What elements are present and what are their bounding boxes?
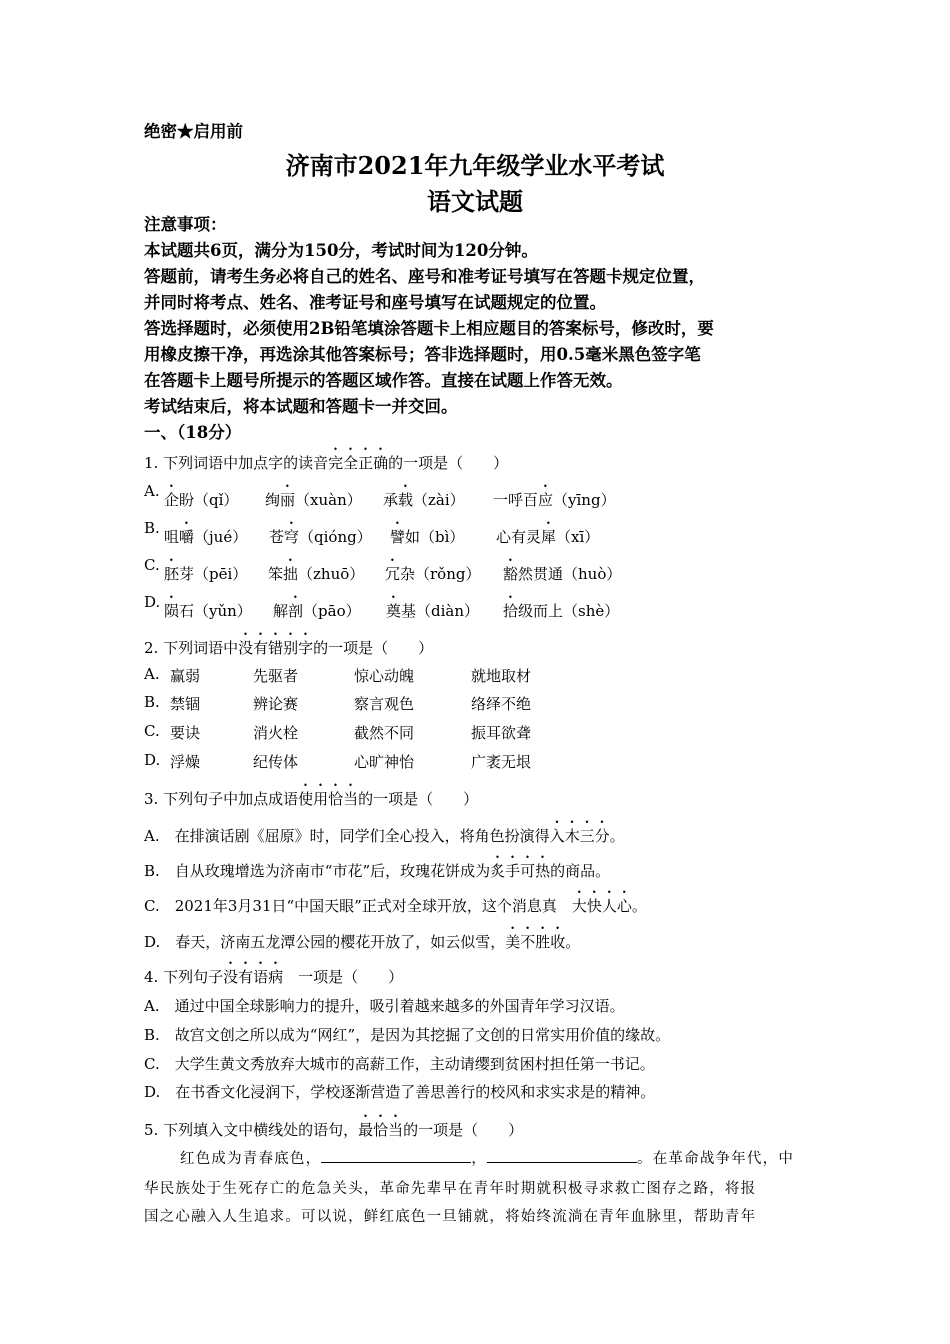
item-text: （yīng）	[553, 491, 616, 509]
option-item	[164, 482, 238, 510]
page-title: 济南市2021年九年级学业水平考试	[285, 151, 665, 180]
option-item	[164, 556, 247, 584]
option-item	[268, 556, 364, 584]
stem-text: 的一项是（ ）	[403, 1121, 524, 1139]
notes-line: 考试结束后，将本试题和答题卡一并交回。	[144, 397, 458, 416]
dotted-char: 丽	[280, 491, 296, 509]
answer-blank	[487, 1148, 637, 1163]
sentence-text: 。	[565, 933, 581, 951]
sentence-text: 的商品。	[550, 862, 611, 880]
option-word: 禁锢	[170, 695, 201, 713]
dotted-char: 拙	[283, 565, 299, 583]
option-sentence: D. 在书香文化浸润下，学校逐渐营造了善思善行的校风和求实求是的精神。	[144, 1083, 656, 1101]
option-item	[164, 593, 252, 621]
option-item	[386, 593, 479, 621]
stem-text: 3. 下列句子中加点成语	[144, 790, 299, 808]
notes-line: 在答题卡上题号所提示的答题区域作答。直接在试题上作答无效。	[144, 371, 623, 390]
dotted-text: 最恰当	[358, 1121, 404, 1139]
option-label: D.	[144, 593, 161, 611]
item-text: 苍	[269, 528, 285, 546]
dotted-char: 拾	[503, 602, 519, 620]
item-text: 如（bì）	[405, 528, 465, 546]
passage-text: 红色成为青春底色，	[180, 1151, 322, 1167]
item-text: 芽（pēi）	[179, 565, 248, 583]
page-subtitle: 语文试题	[427, 187, 523, 216]
item-text: 盼（qǐ）	[179, 491, 239, 509]
dotted-text: 入木三分	[549, 827, 610, 845]
sentence-text: B. 自从玫瑰增选为济南市“市花”后，玫瑰花饼成为	[144, 862, 491, 880]
item-text: （zài）	[413, 491, 465, 509]
dotted-char: 奠	[386, 602, 402, 620]
item-text: 然贯通（huò）	[518, 565, 622, 583]
option-sentence: C. 大学生黄文秀放弃大城市的高薪工作，主动请缨到贫困村担任第一书记。	[144, 1055, 655, 1073]
option-label: B.	[144, 519, 160, 537]
stem-text: 一项是（ ）	[283, 968, 404, 986]
item-text: 解	[273, 602, 289, 620]
dotted-char: 胚	[164, 565, 180, 583]
dotted-text: 没有错别字	[238, 639, 314, 657]
option-word: 广袤无垠	[471, 753, 532, 771]
option-sentence	[144, 888, 647, 916]
notes-line: 本试题共6页，满分为150分，考试时间为120分钟。	[144, 241, 538, 260]
dotted-text: 完全正确	[328, 454, 389, 472]
option-word: 消火栓	[253, 724, 299, 742]
passage-text: ，	[471, 1151, 488, 1167]
stem-text: 的一项是（ ）	[313, 639, 434, 657]
item-text: （xī）	[556, 528, 600, 546]
option-item	[273, 593, 361, 621]
dotted-char: 豁	[503, 565, 519, 583]
option-word: 察言观色	[354, 695, 415, 713]
option-label: C.	[144, 722, 160, 740]
dotted-char: 譬	[390, 528, 406, 546]
notes-line: 用橡皮擦干净，再选涂其他答案标号；答非选择题时，用0.5毫米黑色签字笔	[144, 345, 701, 364]
item-text: 石（yǔn）	[179, 602, 252, 620]
option-label: B.	[144, 693, 160, 711]
option-item	[503, 556, 621, 584]
option-item	[383, 482, 465, 510]
dotted-text: 炙手可热	[490, 862, 551, 880]
item-text: （xuàn）	[295, 491, 362, 509]
dotted-char: 穹	[284, 528, 300, 546]
dotted-text: 没有语病	[223, 968, 284, 986]
option-item	[265, 482, 362, 510]
dotted-char: 犀	[541, 528, 557, 546]
option-label: C.	[144, 556, 160, 574]
option-item	[164, 519, 247, 547]
section-heading: 一、（18分）	[144, 423, 242, 442]
notes-line: 答题前，请考生务必将自己的姓名、座号和准考证号填写在答题卡规定位置，	[144, 267, 705, 286]
dotted-char: 剖	[288, 602, 304, 620]
option-word: 赢弱	[170, 667, 201, 685]
item-text: 基（diàn）	[401, 602, 480, 620]
question-4-stem	[144, 959, 403, 987]
stem-text: 的一项是（ ）	[388, 454, 509, 472]
sentence-text: 。	[609, 827, 625, 845]
sentence-text: C. 2021年3月31日“中国天眼”正式对全球开放，这个消息真	[144, 897, 572, 915]
stem-text: 5. 下列填入文中横线处的语句，	[144, 1121, 359, 1139]
sentence-text: 。	[631, 897, 647, 915]
option-sentence	[144, 818, 625, 846]
notes-line: 并同时将考点、姓名、准考证号和座号填写在试题规定的位置。	[144, 293, 606, 312]
option-word: 纪传体	[253, 753, 299, 771]
item-text: 绚	[265, 491, 281, 509]
dotted-char: 载	[398, 491, 414, 509]
dotted-text: 使用恰当	[298, 790, 359, 808]
option-word: 浮燥	[170, 753, 201, 771]
option-item	[503, 593, 619, 621]
option-word: 辨论赛	[253, 695, 299, 713]
option-item	[269, 519, 372, 547]
item-text: 笨	[268, 565, 284, 583]
dotted-char: 企	[164, 491, 180, 509]
notes-line: 答选择题时，必须使用2B铅笔填涂答题卡上相应题目的答案标号，修改时，要	[144, 319, 714, 338]
passage-line: 华民族处于生死存亡的危急关头，革命先辈早在青年时期就积极寻求救亡图存之路，将报	[144, 1181, 757, 1197]
option-word: 就地取材	[471, 667, 532, 685]
passage-line	[180, 1147, 794, 1168]
option-label: A.	[144, 482, 160, 500]
question-5-stem	[144, 1112, 523, 1140]
option-sentence	[144, 924, 580, 952]
stem-text: 2. 下列词语中	[144, 639, 239, 657]
item-text: （zhuō）	[298, 565, 365, 583]
question-2-stem	[144, 630, 433, 658]
option-sentence: B. 故宫文创之所以成为“网红”，是因为其挖掘了文创的日常实用价值的缘故。	[144, 1026, 671, 1044]
passage-line: 国之心融入人生追求。可以说，鲜红底色一旦铺就，将始终流淌在青年血脉里，帮助青年	[144, 1209, 757, 1225]
item-text: 杂（rǒng）	[400, 565, 481, 583]
dotted-char: 应	[538, 491, 554, 509]
sentence-text: D. 春天，济南五龙潭公园的樱花开放了，如云似雪，	[144, 933, 506, 951]
stem-text: 4. 下列句子	[144, 968, 224, 986]
stem-text: 的一项是（ ）	[358, 790, 479, 808]
dotted-char: 嚼	[179, 528, 195, 546]
stem-text: 1. 下列词语中加点字的读音	[144, 454, 329, 472]
option-item	[496, 519, 599, 547]
item-text: 承	[383, 491, 399, 509]
option-item	[390, 519, 464, 547]
option-word: 截然不同	[354, 724, 415, 742]
item-text: 咀	[164, 528, 180, 546]
item-text: （qióng）	[299, 528, 372, 546]
notes-heading: 注意事项：	[144, 215, 227, 234]
question-3-stem	[144, 781, 478, 809]
option-word: 心旷神怡	[354, 753, 415, 771]
option-word: 要诀	[170, 724, 201, 742]
item-text: 级而上（shè）	[518, 602, 620, 620]
option-sentence: A. 通过中国全球影响力的提升，吸引着越来越多的外国青年学习汉语。	[144, 997, 625, 1015]
item-text: 一呼百	[493, 491, 539, 509]
option-word: 络绎不绝	[471, 695, 532, 713]
dotted-text: 美不胜收	[505, 933, 566, 951]
dotted-text: 大快人心	[571, 897, 632, 915]
sentence-text: A. 在排演话剧《屈原》时，同学们全心投入，将角色扮演得	[144, 827, 550, 845]
option-word: 惊心动魄	[354, 667, 415, 685]
option-label: A.	[144, 665, 160, 683]
secret-label: 绝密★启用前	[144, 122, 243, 141]
option-word: 先驱者	[253, 667, 299, 685]
passage-text: 。在革命战争年代，中	[637, 1151, 795, 1167]
item-text: （pāo）	[303, 602, 361, 620]
dotted-char: 冗	[385, 565, 401, 583]
option-item	[385, 556, 480, 584]
question-1-stem	[144, 445, 508, 473]
item-text: 心有灵	[496, 528, 542, 546]
option-label: D.	[144, 751, 161, 769]
option-sentence	[144, 853, 610, 881]
option-word: 振耳欲聋	[471, 724, 532, 742]
answer-blank	[321, 1148, 471, 1163]
option-item	[493, 482, 616, 510]
dotted-char: 陨	[164, 602, 180, 620]
item-text: （jué）	[194, 528, 248, 546]
